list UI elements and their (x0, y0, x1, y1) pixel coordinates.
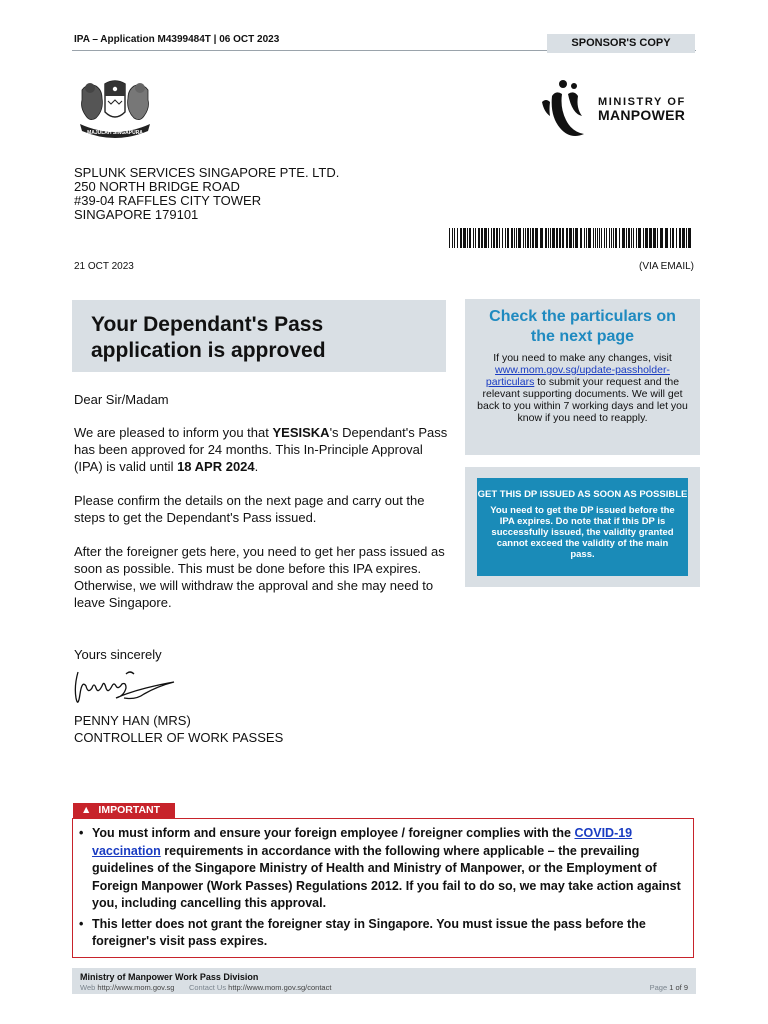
bullet-icon: • (79, 916, 84, 931)
update-particulars-link[interactable]: www.mom.gov.sg/update-passholder-particulars (485, 364, 670, 388)
barcode-bar (514, 228, 515, 248)
issue-dp-title: GET THIS DP ISSUED AS SOON AS POSSIBLE (477, 489, 688, 500)
barcode-bar (559, 228, 561, 248)
barcode-bar (580, 228, 582, 248)
barcode-icon (449, 228, 693, 248)
important-item (79, 916, 685, 951)
item1-text-a: You must inform and ensure your foreign employee / foreigner complies with the (92, 826, 575, 840)
barcode-bar (653, 228, 656, 248)
check-title-line2: the next page (530, 328, 635, 345)
barcode-bar (562, 228, 564, 248)
confirm-paragraph: Please confirm the details on the next page and carry out the steps to get the Dependant's Pass issued. (74, 493, 425, 525)
barcode-bar (516, 228, 517, 248)
address-line: SINGAPORE 179101 (74, 207, 199, 222)
title-line2: application is approved (91, 339, 326, 362)
covid-vaccination-link[interactable]: COVID-19 vaccination (92, 826, 633, 858)
barcode-bar (518, 228, 521, 248)
barcode-bar (657, 228, 658, 248)
barcode-bar (686, 228, 687, 248)
title-line1: Your Dependant's Pass (91, 313, 324, 336)
barcode-bar (469, 228, 471, 248)
barcode-bar (688, 228, 691, 248)
mom-logo (538, 76, 694, 146)
signatory-title: CONTROLLER OF WORK PASSES (74, 730, 284, 745)
application-reference: IPA – Application M4399484T | 06 OCT 2023 (74, 34, 280, 45)
barcode-bar (606, 228, 607, 248)
barcode-bar (463, 228, 466, 248)
address-line: #39-04 RAFFLES CITY TOWER (74, 193, 262, 208)
barcode-bar (545, 228, 547, 248)
applicant-name: YESISKA (272, 425, 330, 440)
barcode-bar (593, 228, 594, 248)
barcode-bar (507, 228, 509, 248)
check-particulars-text (475, 352, 690, 424)
barcode-bar (597, 228, 598, 248)
copy-label: SPONSOR'S COPY (547, 34, 695, 53)
barcode-bar (573, 228, 574, 248)
footer-links (80, 983, 331, 992)
barcode-bar (452, 228, 453, 248)
address-line: SPLUNK SERVICES SINGAPORE PTE. LTD. (74, 165, 340, 180)
issue-dp-panel (465, 467, 700, 587)
barcode-bar (467, 228, 468, 248)
barcode-bar (626, 228, 627, 248)
recipient-address (74, 166, 339, 222)
address-line: 250 NORTH BRIDGE ROAD (74, 179, 240, 194)
barcode-bar (670, 228, 671, 248)
barcode-bar (622, 228, 625, 248)
barcode-bar (548, 228, 549, 248)
barcode-bar (527, 228, 529, 248)
barcode-bar (488, 228, 489, 248)
barcode-bar (638, 228, 641, 248)
barcode-bar (672, 228, 674, 248)
barcode-bar (636, 228, 637, 248)
delivery-method: (VIA EMAIL) (638, 261, 694, 272)
barcode-bar (615, 228, 617, 248)
salutation: Dear Sir/Madam (74, 392, 169, 407)
barcode-bar (550, 228, 551, 248)
barcode-bar (628, 228, 630, 248)
check-text-after: to submit your request and the relevant supporting documents. We will get back to you within 7 working days and let you know if you need to reapply. (477, 376, 688, 424)
barcode-bar (525, 228, 526, 248)
barcode-bar (679, 228, 681, 248)
barcode-bar (613, 228, 614, 248)
barcode-bar (460, 228, 462, 248)
check-text-before: If you need to make any changes, visit (493, 352, 672, 364)
barcode-bar (478, 228, 480, 248)
barcode-bar (588, 228, 591, 248)
barcode-bar (633, 228, 634, 248)
ipa-expiry-date: 18 APR 2024 (177, 459, 255, 474)
contact-label: Contact Us (188, 983, 227, 992)
barcode-bar (491, 228, 492, 248)
closing: Yours sincerely (74, 647, 162, 662)
barcode-bar (645, 228, 648, 248)
barcode-bar (449, 228, 450, 248)
barcode-bar (609, 228, 610, 248)
barcode-bar (601, 228, 602, 248)
barcode-bar (682, 228, 685, 248)
barcode-bar (499, 228, 500, 248)
web-label: Web (80, 983, 96, 992)
barcode-bar (599, 228, 600, 248)
barcode-bar (584, 228, 585, 248)
withdrawal-paragraph: After the foreigner gets here, you need to get her pass issued as soon as possible. This must be done before this IPA expires. Otherwise, we will withdraw the approval and she may need to leave Singapore. (74, 544, 445, 610)
barcode-bar (643, 228, 644, 248)
check-title-line1: Check the particulars on (489, 308, 676, 325)
barcode-bar (511, 228, 513, 248)
singapore-crest-icon (72, 74, 158, 144)
barcode-bar (530, 228, 531, 248)
barcode-bar (532, 228, 534, 248)
footer-division: Ministry of Manpower Work Pass Division (80, 972, 259, 982)
barcode-bar (473, 228, 474, 248)
barcode-bar (595, 228, 596, 248)
important-notice-box (72, 818, 694, 958)
barcode-bar (552, 228, 555, 248)
barcode-bar (649, 228, 652, 248)
signature-icon (68, 664, 200, 714)
barcode-bar (575, 228, 578, 248)
barcode-bar (586, 228, 587, 248)
barcode-bar (665, 228, 668, 248)
p1-text-c: . (254, 459, 259, 474)
web-link[interactable]: http://www.mom.gov.sg (97, 983, 175, 992)
barcode-bar (566, 228, 568, 248)
check-particulars-panel (465, 299, 700, 455)
important-label: IMPORTANT (98, 804, 161, 816)
barcode-bar (660, 228, 663, 248)
logo-line1: MINISTRY OF (598, 96, 686, 108)
contact-link[interactable]: http://www.mom.gov.sg/contact (228, 983, 332, 992)
barcode-bar (619, 228, 620, 248)
mom-logo-icon (538, 76, 594, 146)
crest-motto: MAJULAH SINGAPURA (87, 130, 143, 136)
page-number (650, 983, 688, 992)
barcode-bar (484, 228, 487, 248)
barcode-bar (556, 228, 558, 248)
page-count: 1 of 9 (669, 983, 688, 992)
approval-title-box (72, 300, 446, 372)
barcode-bar (604, 228, 605, 248)
issue-dp-callout (477, 478, 688, 576)
important-list (79, 825, 685, 954)
barcode-bar (457, 228, 458, 248)
barcode-bar (493, 228, 495, 248)
important-tag (73, 803, 175, 818)
barcode-bar (631, 228, 632, 248)
check-particulars-title (465, 307, 700, 347)
barcode-bar (502, 228, 503, 248)
barcode-bar (454, 228, 455, 248)
warning-icon: ▲ (81, 804, 92, 816)
barcode-bar (676, 228, 677, 248)
barcode-bar (540, 228, 543, 248)
signatory-name: PENNY HAN (MRS) (74, 713, 191, 728)
p1-text-b: 's Dependant's Pass has been approved for 24 months. This In-Principle Approval (IPA) is valid until (74, 425, 448, 474)
p1-text-a: We are pleased to inform you that (74, 425, 273, 440)
barcode-bar (496, 228, 498, 248)
issue-dp-text: You need to get the DP issued before the IPA expires. Do note that if this DP is successfully issued, the validity granted cannot exceed the validity of the main pass. (490, 505, 675, 560)
letter-date: 21 OCT 2023 (74, 261, 134, 272)
barcode-bar (505, 228, 506, 248)
logo-line2: MANPOWER (598, 107, 686, 123)
barcode-bar (535, 228, 538, 248)
barcode-bar (569, 228, 572, 248)
barcode-bar (475, 228, 476, 248)
barcode-bar (611, 228, 612, 248)
barcode-bar (481, 228, 483, 248)
page-footer (72, 968, 696, 994)
item2-text: This letter does not grant the foreigner stay in Singapore. You must issue the pass before the foreigner's visit pass expires. (92, 916, 646, 948)
page-label: Page (649, 983, 668, 992)
page-title (91, 312, 326, 364)
barcode-bar (523, 228, 524, 248)
approval-paragraph (74, 424, 450, 475)
item1-text-b: requirements in accordance with the following where applicable – the prevailing guidelines of the Singapore Ministry of Health and Ministry of Manpower, or the Employment of Foreign Manpower (Work Passes) Regulations 2012. If you fail to do so, we may take action against you, including cancelling this approval. (92, 843, 681, 910)
bullet-icon: • (79, 826, 84, 840)
important-item (79, 825, 685, 913)
